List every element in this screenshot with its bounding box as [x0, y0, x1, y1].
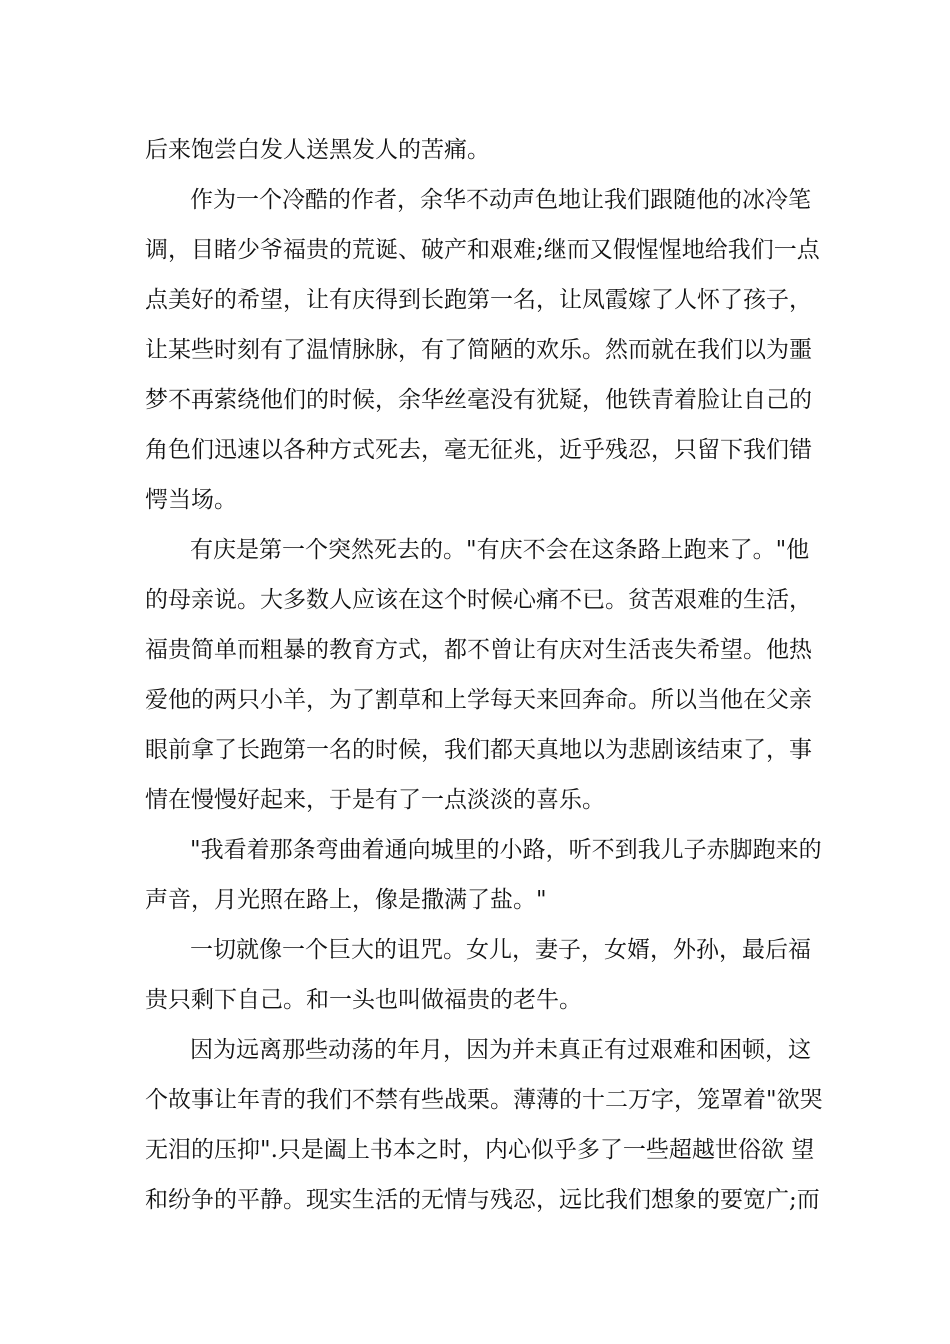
text-line: 角色们迅速以各种方式死去，毫无征兆，近乎残忍，只留下我们错	[145, 437, 812, 463]
text-line: 一切就像一个巨大的诅咒。女儿，妻子，女婿，外孙，最后福	[190, 937, 811, 963]
text-line: 福贵简单而粗暴的教育方式，都不曾让有庆对生活丧失希望。他热	[145, 637, 812, 663]
text-line: 让某些时刻有了温情脉脉，有了简陋的欢乐。然而就在我们以为噩	[145, 337, 812, 363]
text-line: 调，目睹少爷福贵的荒诞、破产和艰难;继而又假惺惺地给我们一点	[145, 237, 820, 263]
text-line: 爱他的两只小羊，为了割草和上学每天来回奔命。所以当他在父亲	[145, 687, 812, 713]
text-line: 后来饱尝白发人送黑发人的苦痛。	[145, 137, 490, 163]
text-line: 无泪的压抑".只是阖上书本之时，内心似乎多了一些超越世俗欲 望	[145, 1137, 815, 1163]
text-line: 声音，月光照在路上，像是撒满了盐。"	[145, 887, 547, 913]
text-line: 的母亲说。大多数人应该在这个时候心痛不已。贫苦艰难的生活，	[145, 587, 812, 613]
text-line: 个故事让年青的我们不禁有些战栗。薄薄的十二万字，笼罩着"欲哭	[145, 1087, 823, 1113]
text-line: 眼前拿了长跑第一名的时候，我们都天真地以为悲剧该结束了，事	[145, 737, 812, 763]
text-line: 愕当场。	[145, 487, 237, 513]
text-line: 有庆是第一个突然死去的。"有庆不会在这条路上跑来了。"他	[190, 537, 810, 563]
text-line: 贵只剩下自己。和一头也叫做福贵的老牛。	[145, 987, 582, 1013]
text-line: 和纷争的平静。现实生活的无情与残忍，远比我们想象的要宽广;而	[145, 1187, 820, 1213]
text-line: 梦不再萦绕他们的时候，余华丝毫没有犹疑，他铁青着脸让自己的	[145, 387, 812, 413]
text-line: 情在慢慢好起来，于是有了一点淡淡的喜乐。	[145, 787, 605, 813]
text-line: 作为一个冷酷的作者，余华不动声色地让我们跟随他的冰冷笔	[190, 187, 811, 213]
text-line: 因为远离那些动荡的年月，因为并未真正有过艰难和困顿，这	[190, 1037, 811, 1063]
text-line: 点美好的希望，让有庆得到长跑第一名，让凤霞嫁了人怀了孩子，	[145, 287, 812, 313]
text-line: "我看着那条弯曲着通向城里的小路，听不到我儿子赤脚跑来的	[190, 837, 822, 863]
